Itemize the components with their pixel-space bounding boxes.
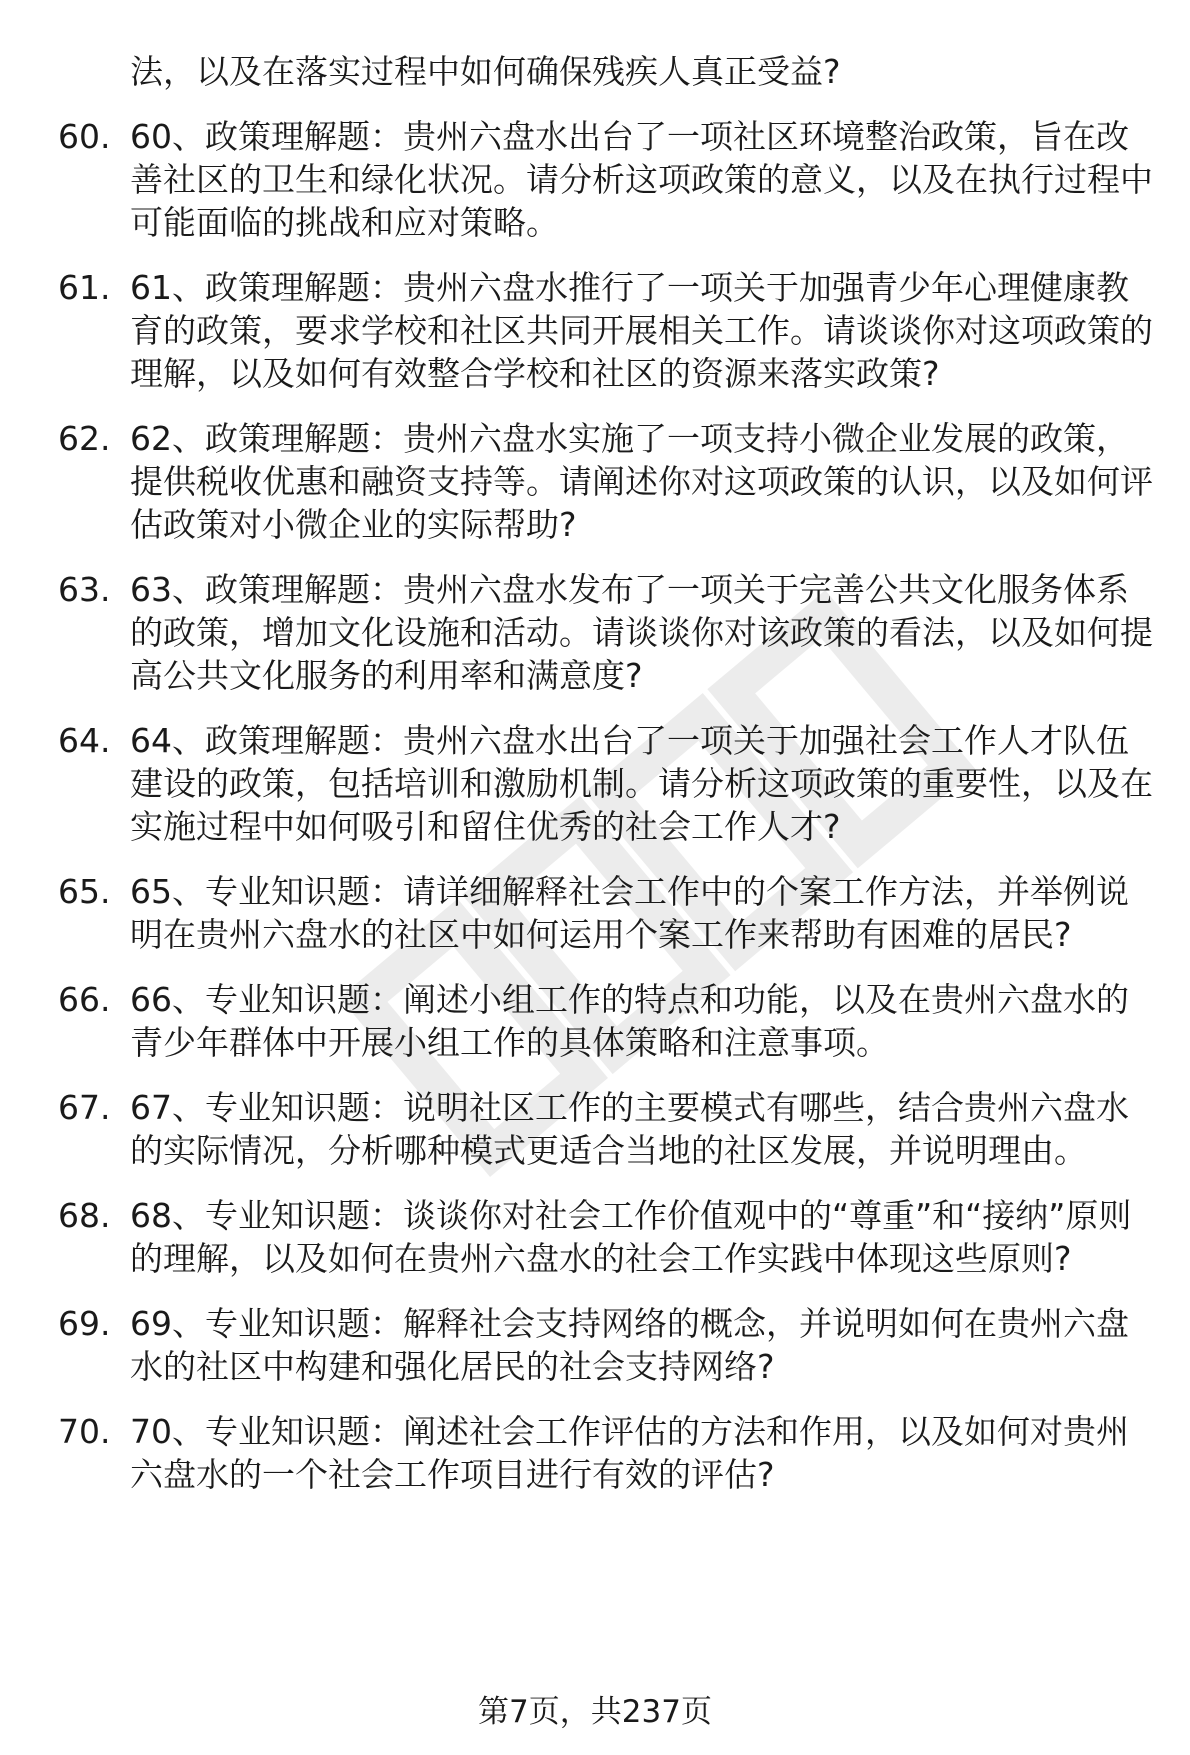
item-number: 66. — [58, 980, 111, 1019]
item-text: 68、专业知识题：谈谈你对社会工作价值观中的“尊重”和“接纳”原则的理解，以及如何在贵州六盘水的社会工作实践中体现这些原则? — [130, 1196, 1132, 1278]
list-item — [0, 1086, 1190, 1172]
item-number: 64. — [58, 721, 111, 760]
item-text: 67、专业知识题：说明社区工作的主要模式有哪些，结合贵州六盘水的实际情况，分析哪种模式更适合当地的社区发展，并说明理由。 — [130, 1088, 1129, 1170]
item-text: 70、专业知识题：阐述社会工作评估的方法和作用，以及如何对贵州六盘水的一个社会工作项目进行有效的评估? — [130, 1412, 1129, 1494]
list-item — [0, 719, 1190, 848]
item-number: 61. — [58, 268, 111, 307]
list-item — [0, 115, 1190, 244]
item-number: 67. — [58, 1088, 111, 1127]
list-item — [0, 417, 1190, 546]
item-text: 60、政策理解题：贵州六盘水出台了一项社区环境整治政策，旨在改善社区的卫生和绿化状况。请分析这项政策的意义，以及在执行过程中可能面临的挑战和应对策略。 — [130, 117, 1153, 242]
list-item — [0, 266, 1190, 395]
item-number: 62. — [58, 419, 111, 458]
list-item — [0, 1302, 1190, 1388]
item-number: 69. — [58, 1304, 111, 1343]
continuation-text: 法，以及在落实过程中如何确保残疾人真正受益? — [130, 52, 841, 91]
item-text: 61、政策理解题：贵州六盘水推行了一项关于加强青少年心理健康教育的政策，要求学校和社区共同开展相关工作。请谈谈你对这项政策的理解，以及如何有效整合学校和社区的资源来落实政策? — [130, 268, 1153, 393]
item-number: 70. — [58, 1412, 111, 1451]
list-item — [0, 1410, 1190, 1496]
item-text: 63、政策理解题：贵州六盘水发布了一项关于完善公共文化服务体系的政策，增加文化设施和活动。请谈谈你对该政策的看法，以及如何提高公共文化服务的利用率和满意度? — [130, 570, 1153, 695]
page-footer: 第7页，共237页 — [478, 1694, 712, 1730]
item-number: 68. — [58, 1196, 111, 1235]
item-text: 69、专业知识题：解释社会支持网络的概念，并说明如何在贵州六盘水的社区中构建和强化居民的社会支持网络? — [130, 1304, 1129, 1386]
item-text: 62、政策理解题：贵州六盘水实施了一项支持小微企业发展的政策，提供税收优惠和融资支持等。请阐述你对这项政策的认识，以及如何评估政策对小微企业的实际帮助? — [130, 419, 1153, 544]
question-list — [0, 50, 1190, 1518]
list-item — [0, 978, 1190, 1064]
list-item — [0, 870, 1190, 956]
item-number: 65. — [58, 872, 111, 911]
list-item — [0, 1194, 1190, 1280]
item-number: 63. — [58, 570, 111, 609]
item-text: 65、专业知识题：请详细解释社会工作中的个案工作方法，并举例说明在贵州六盘水的社区中如何运用个案工作来帮助有困难的居民? — [130, 872, 1129, 954]
item-text: 64、政策理解题：贵州六盘水出台了一项关于加强社会工作人才队伍建设的政策，包括培训和激励机制。请分析这项政策的重要性，以及在实施过程中如何吸引和留住优秀的社会工作人才? — [130, 721, 1153, 846]
item-number: 60. — [58, 117, 111, 156]
item-text: 66、专业知识题：阐述小组工作的特点和功能，以及在贵州六盘水的青少年群体中开展小组工作的具体策略和注意事项。 — [130, 980, 1129, 1062]
list-item — [0, 568, 1190, 697]
